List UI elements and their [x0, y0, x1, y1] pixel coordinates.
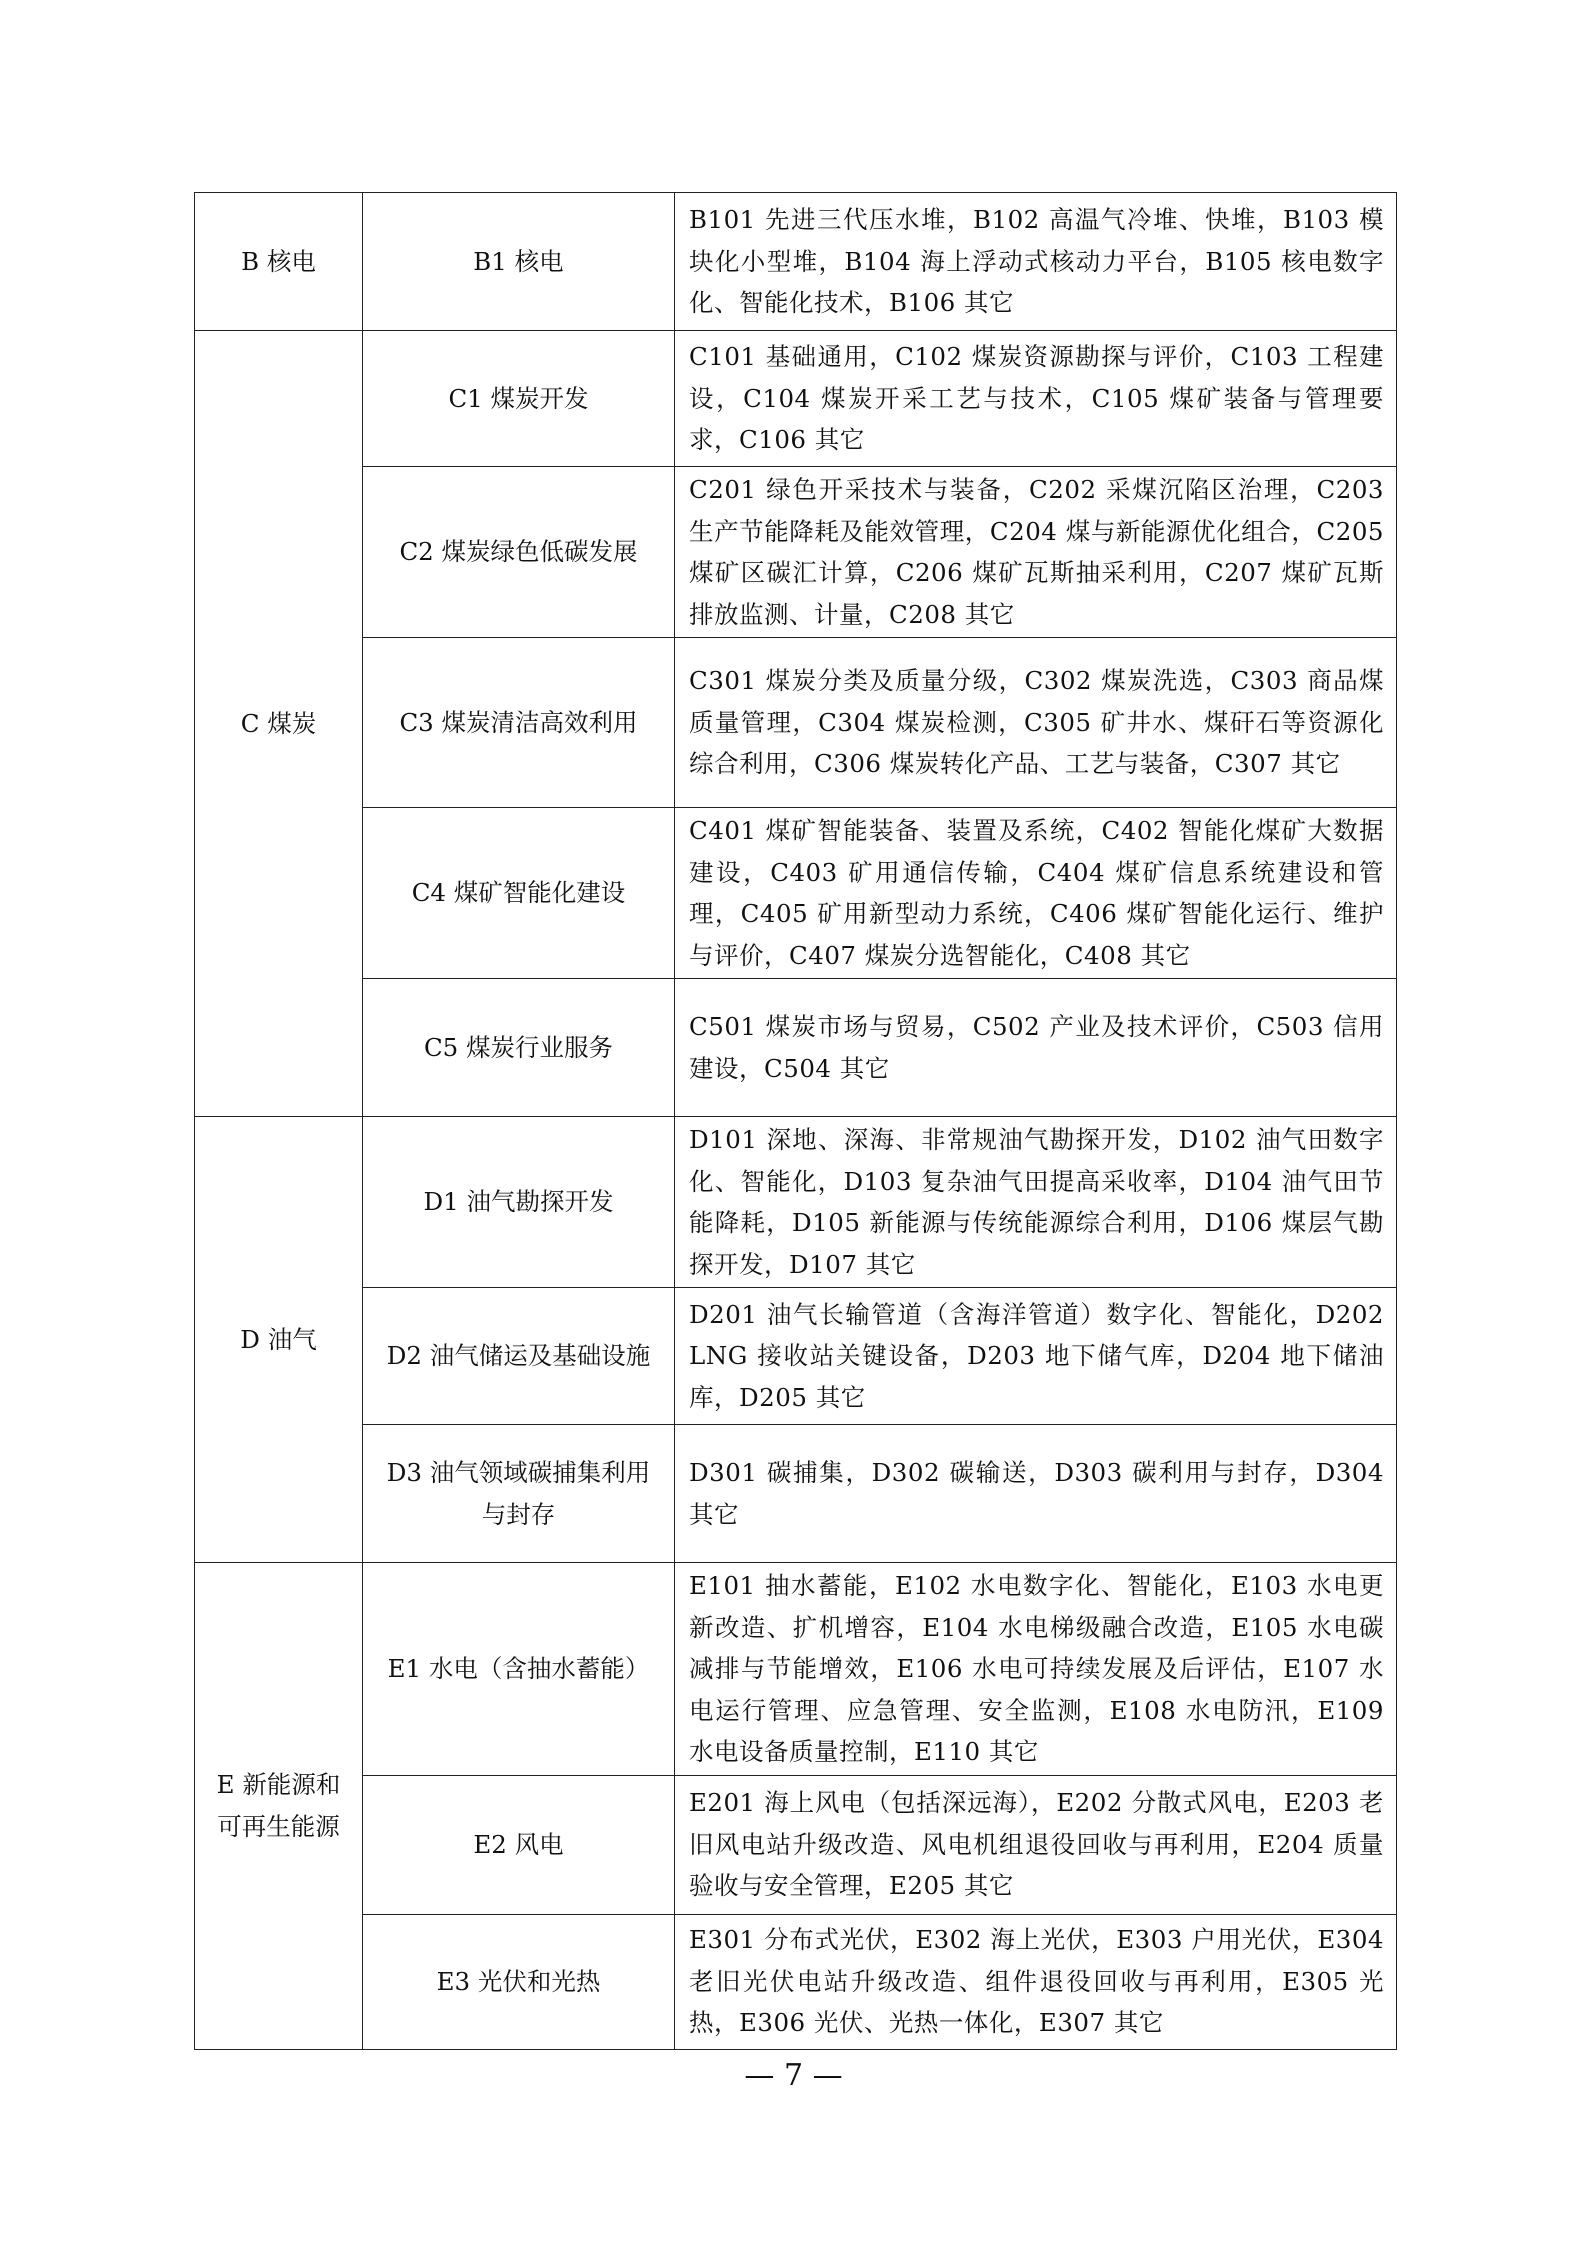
category-cell: C 煤炭 [195, 331, 363, 1117]
items-cell: C401 煤矿智能装备、装置及系统，C402 智能化煤矿大数据建设，C403 矿用通信传输，C404 煤矿信息系统建设和管理，C405 矿用新型动力系统，C406 煤矿智能化运行、维护与评价，C407 煤炭分选智能化，C408 其它 [675, 808, 1397, 979]
table-row [195, 467, 1397, 638]
standards-table [194, 192, 1397, 2050]
subcategory-cell: D1 油气勘探开发 [363, 1117, 675, 1288]
items-cell: E301 分布式光伏，E302 海上光伏，E303 户用光伏，E304 老旧光伏电站升级改造、组件退役回收与再利用，E305 光热，E306 光伏、光热一体化，E307 其它 [675, 1914, 1397, 2049]
table-row [195, 331, 1397, 467]
table-row [195, 638, 1397, 808]
subcategory-cell: C4 煤矿智能化建设 [363, 808, 675, 979]
table-row [195, 1775, 1397, 1914]
items-cell: D301 碳捕集，D302 碳输送，D303 碳利用与封存，D304 其它 [675, 1425, 1397, 1563]
items-cell: C301 煤炭分类及质量分级，C302 煤炭洗选，C303 商品煤质量管理，C304 煤炭检测，C305 矿井水、煤矸石等资源化综合利用，C306 煤炭转化产品、工艺与装备，C307 其它 [675, 638, 1397, 808]
table-row [195, 979, 1397, 1117]
items-cell: E101 抽水蓄能，E102 水电数字化、智能化，E103 水电更新改造、扩机增容，E104 水电梯级融合改造，E105 水电碳减排与节能增效，E106 水电可持续发展及后评估，E107 水电运行管理、应急管理、安全监测，E108 水电防汛，E109 水电设备质量控制，E110 其它 [675, 1563, 1397, 1776]
items-cell: C501 煤炭市场与贸易，C502 产业及技术评价，C503 信用建设，C504 其它 [675, 979, 1397, 1117]
subcategory-cell: D2 油气储运及基础设施 [363, 1288, 675, 1425]
items-cell: C101 基础通用，C102 煤炭资源勘探与评价，C103 工程建设，C104 煤炭开采工艺与技术，C105 煤矿装备与管理要求，C106 其它 [675, 331, 1397, 467]
items-cell: E201 海上风电（包括深远海），E202 分散式风电，E203 老旧风电站升级改造、风电机组退役回收与再利用，E204 质量验收与安全管理，E205 其它 [675, 1775, 1397, 1914]
table-row [195, 808, 1397, 979]
items-cell: D201 油气长输管道（含海洋管道）数字化、智能化，D202 LNG 接收站关键设备，D203 地下储气库，D204 地下储油库，D205 其它 [675, 1288, 1397, 1425]
subcategory-cell: D3 油气领域碳捕集利用与封存 [363, 1425, 675, 1563]
items-cell: B101 先进三代压水堆，B102 高温气冷堆、快堆，B103 模块化小型堆，B104 海上浮动式核动力平台，B105 核电数字化、智能化技术，B106 其它 [675, 193, 1397, 331]
table-row [195, 1117, 1397, 1288]
subcategory-cell: E1 水电（含抽水蓄能） [363, 1563, 675, 1776]
subcategory-cell: C5 煤炭行业服务 [363, 979, 675, 1117]
category-cell: D 油气 [195, 1117, 363, 1563]
subcategory-cell: E2 风电 [363, 1775, 675, 1914]
table-row [195, 193, 1397, 331]
subcategory-cell: C1 煤炭开发 [363, 331, 675, 467]
subcategory-cell: C2 煤炭绿色低碳发展 [363, 467, 675, 638]
table-row [195, 1288, 1397, 1425]
items-cell: D101 深地、深海、非常规油气勘探开发，D102 油气田数字化、智能化，D103 复杂油气田提高采收率，D104 油气田节能降耗，D105 新能源与传统能源综合利用，D106 煤层气勘探开发，D107 其它 [675, 1117, 1397, 1288]
subcategory-cell: C3 煤炭清洁高效利用 [363, 638, 675, 808]
subcategory-cell: E3 光伏和光热 [363, 1914, 675, 2049]
table-row [195, 1425, 1397, 1563]
table-row [195, 1914, 1397, 2049]
subcategory-cell: B1 核电 [363, 193, 675, 331]
page-number: — 7 — [744, 2058, 843, 2093]
items-cell: C201 绿色开采技术与装备，C202 采煤沉陷区治理，C203 生产节能降耗及能效管理，C204 煤与新能源优化组合，C205 煤矿区碳汇计算，C206 煤矿瓦斯抽采利用，C207 煤矿瓦斯排放监测、计量，C208 其它 [675, 467, 1397, 638]
category-cell: B 核电 [195, 193, 363, 331]
category-cell: E 新能源和可再生能源 [195, 1563, 363, 2050]
table-row [195, 1563, 1397, 1776]
